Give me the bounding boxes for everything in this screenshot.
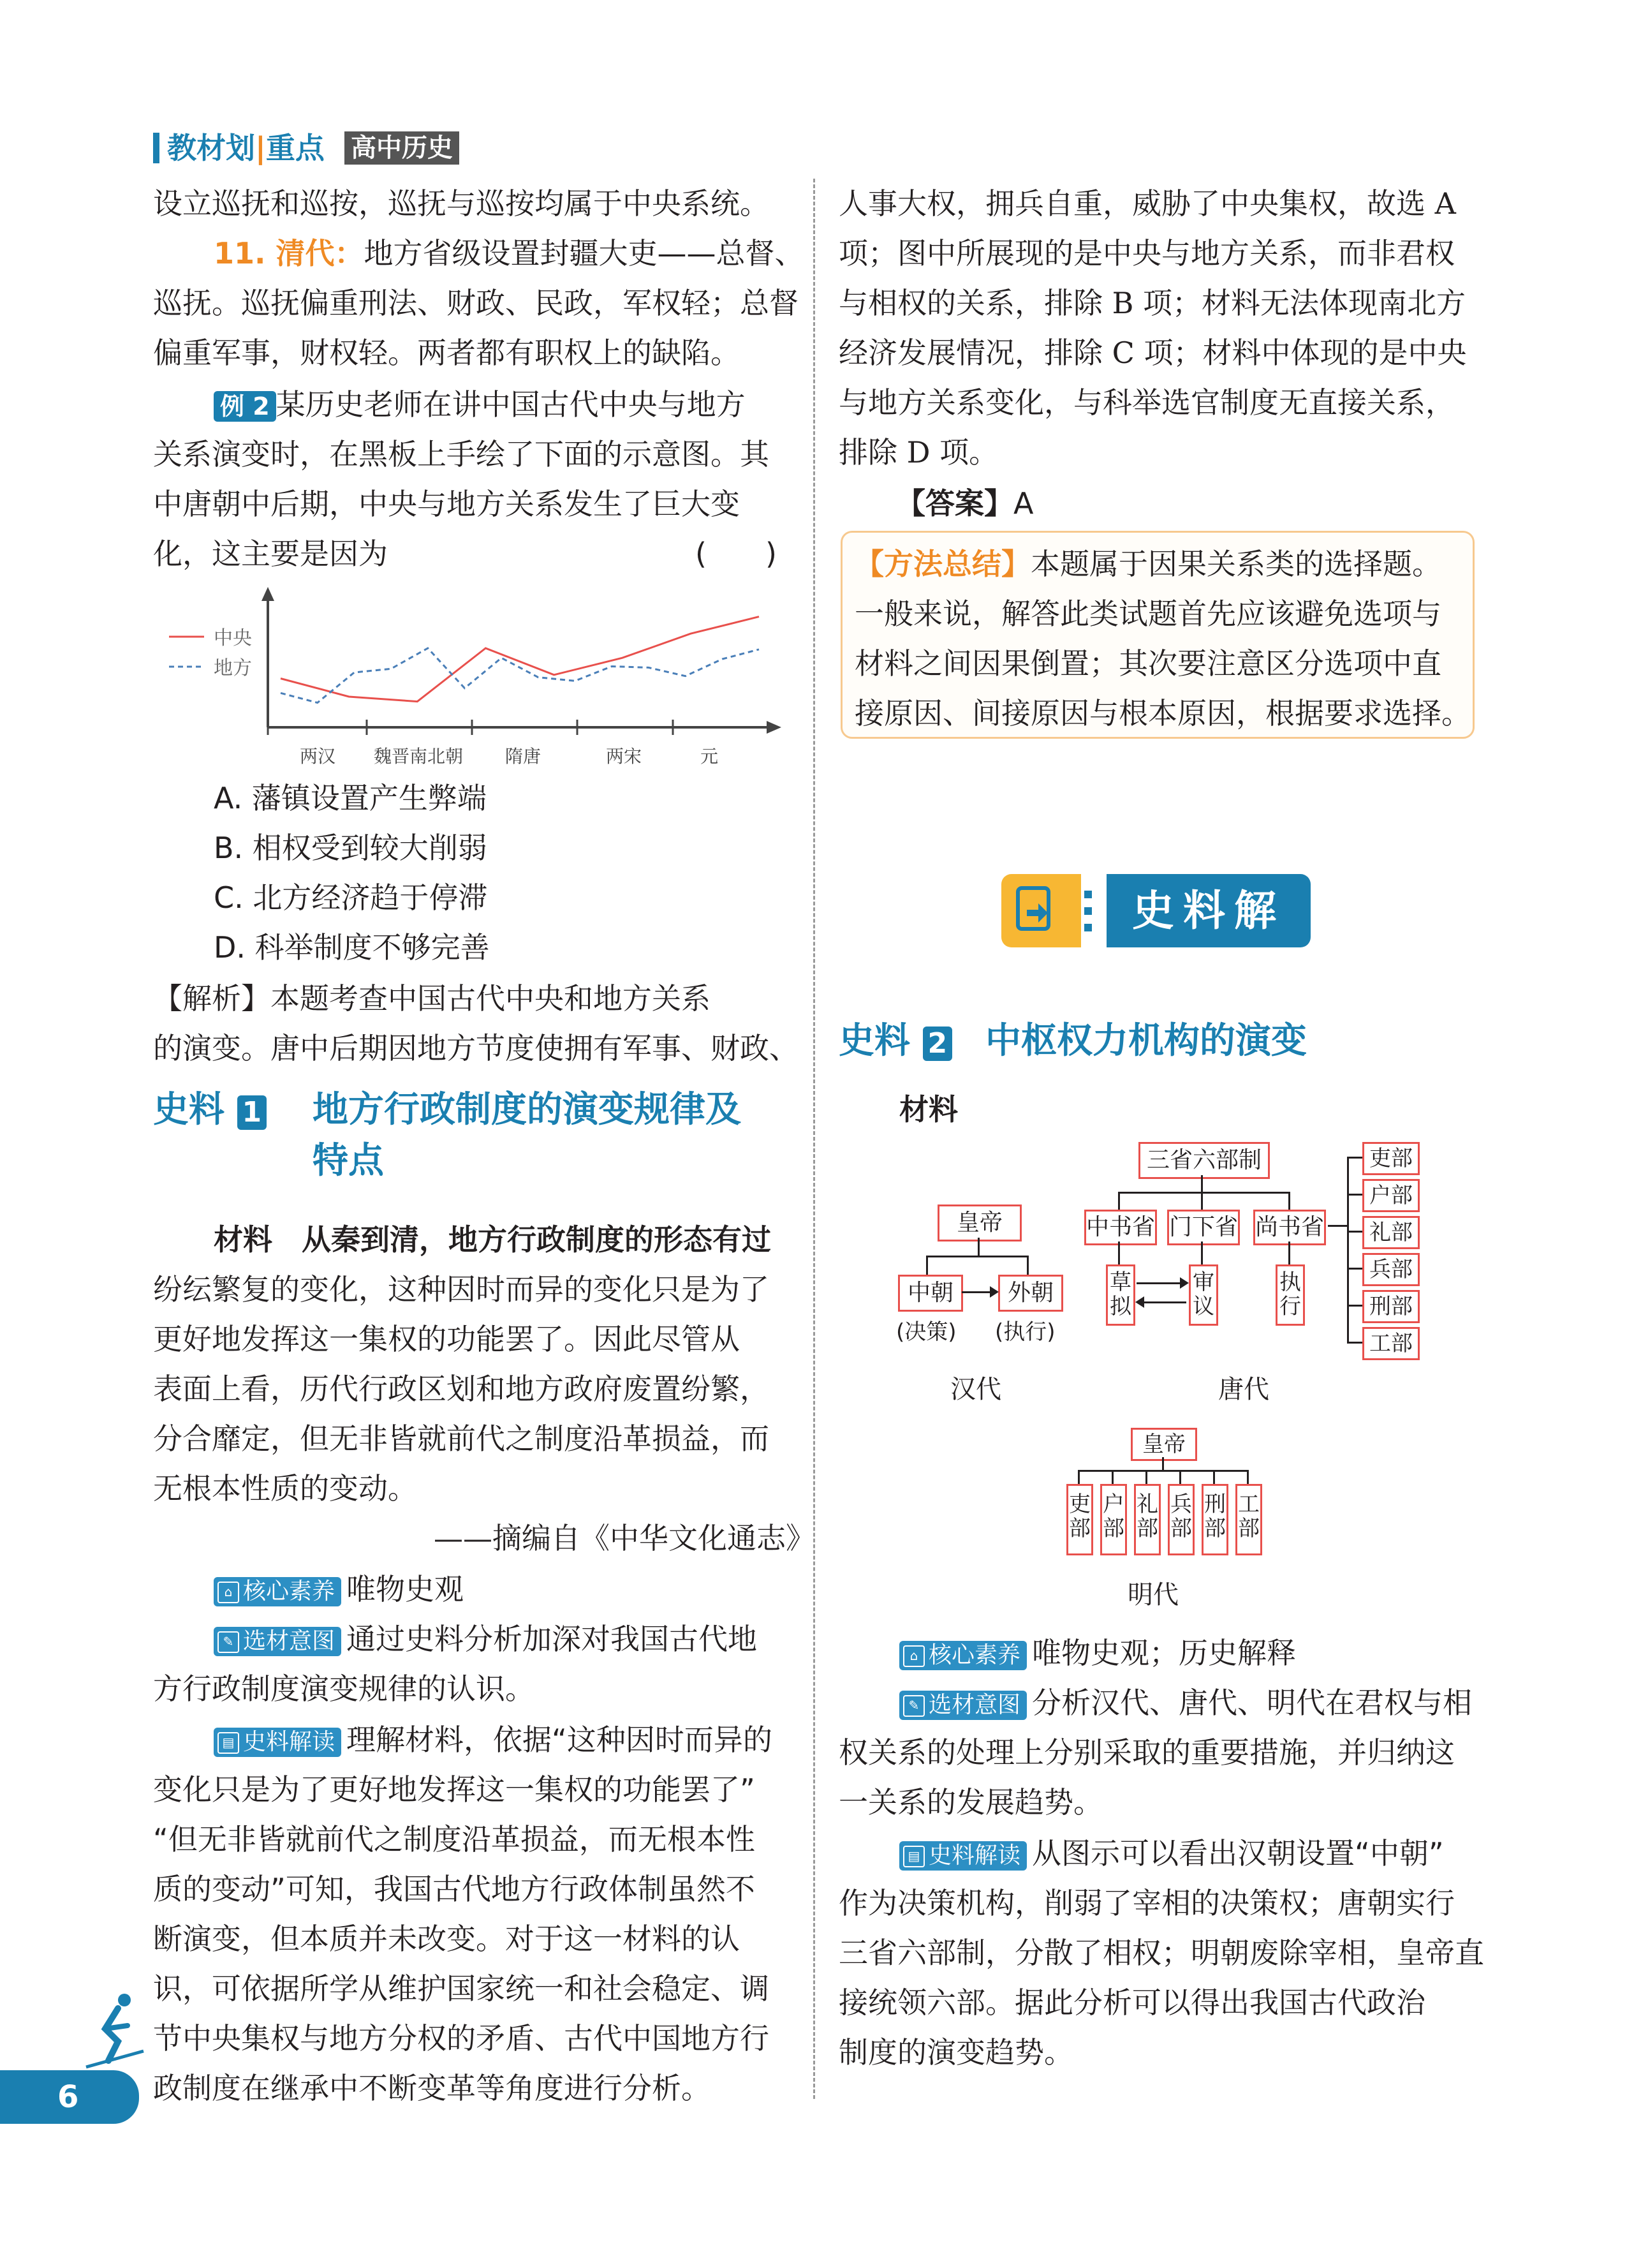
execute-box: 执行 [1276, 1264, 1305, 1326]
ming-ministry-connector [1078, 1470, 1080, 1484]
draft-box: 草拟 [1106, 1264, 1135, 1326]
section-banner [1001, 874, 1311, 947]
intent-icon-2: ✎ [903, 1695, 925, 1717]
tang-ministry-connector [1347, 1157, 1362, 1159]
tang-ministry-box: 户部 [1362, 1179, 1420, 1212]
skier-icon [80, 1990, 150, 2073]
tang-drop-1 [1118, 1192, 1120, 1210]
ming-ministry-connector [1112, 1470, 1114, 1484]
ming-ministry-connector [1213, 1470, 1215, 1484]
ming-ministry-connector [1179, 1470, 1181, 1484]
reading-2-line-2: 作为决策机构，削弱了宰相的决策权；唐朝实行 [839, 1886, 1455, 1920]
tang-ministry-box: 兵部 [1362, 1253, 1420, 1286]
x-category-label: 元 [700, 746, 719, 767]
menxia-down [1201, 1241, 1203, 1264]
tang-hbar [1118, 1192, 1290, 1194]
banner-dots [1084, 887, 1103, 938]
han-arrow-head [990, 1286, 999, 1298]
ming-ministry-box: 兵部 [1168, 1484, 1195, 1555]
method-line-3: 材料之间因果倒置；其次要注意区分选项中直 [855, 646, 1441, 681]
reading-icon-2: ▤ [903, 1846, 925, 1867]
draft-review-arrow-top [1137, 1282, 1184, 1284]
reading-1-line-1: ▤ 史料解读 理解材料，依据“这种因时而异的 [214, 1715, 772, 1765]
core-literacy-2: ⌂ 核心素养 唯物史观；历史解释 [899, 1628, 1296, 1678]
series-local-line [281, 648, 759, 703]
document-icon [1013, 884, 1064, 935]
ming-ministry-box: 刑部 [1202, 1484, 1228, 1555]
reading-tag-2: ▤ 史料解读 [899, 1841, 1027, 1871]
tang-stem [1201, 1175, 1203, 1193]
tang-ministry-box: 工部 [1362, 1327, 1420, 1360]
answer-paren: ( ) [695, 537, 777, 571]
intent-2-line-2: 权关系的处理上分别采取的重要措施，并归纳这 [839, 1735, 1455, 1770]
intent-2-line-3: 一关系的发展趋势。 [839, 1785, 1103, 1820]
ming-emperor-box: 皇帝 [1131, 1428, 1197, 1461]
ming-ministry-connector [1145, 1470, 1147, 1484]
example-line-2: 关系演变时，在黑板上手绘了下面的示意图。其 [153, 437, 769, 471]
han-inner-court-box: 中朝 [898, 1275, 963, 1312]
tang-ministry-connector [1347, 1231, 1362, 1233]
section-2-heading: 史料 2 [839, 1016, 952, 1067]
reading-icon: ▤ [217, 1732, 239, 1754]
right-line-6: 排除 D 项。 [839, 435, 999, 470]
shangshu-box: 尚书省 [1253, 1210, 1326, 1245]
banner-label-box [1107, 874, 1311, 947]
material-1-line-6: 无根本性质的变动。 [153, 1471, 417, 1506]
core-literacy-tag-2: ⌂ 核心素养 [899, 1641, 1027, 1670]
ministries-bracket [1347, 1157, 1349, 1342]
tang-drop-3 [1288, 1192, 1290, 1210]
reading-1-line-3: “但无非皆就前代之制度沿革损益，而无根本性 [153, 1822, 755, 1857]
option-c: C. 北方经济趋于停滞 [214, 880, 488, 915]
answer: 【答案】A [896, 486, 1034, 521]
core-icon-2: ⌂ [903, 1645, 925, 1667]
reading-2-line-4: 接统领六部。据此分析可以得出我国古代政治 [839, 1985, 1425, 2020]
reading-2-line-5: 制度的演变趋势。 [839, 2035, 1073, 2070]
section-1-title: 地方行政制度的演变规律及 特点 [313, 1089, 741, 1182]
core-literacy-tag: ⌂ 核心素养 [214, 1577, 341, 1606]
option-d: D. 科举制度不够完善 [214, 930, 490, 965]
right-line-3: 与相权的关系，排除 B 项；材料无法体现南北方 [839, 286, 1466, 320]
example-badge: 例 2 [214, 391, 276, 422]
left-line-4: 偏重军事，财权轻。两者都有职权上的缺陷。 [153, 336, 740, 370]
han-connector-h [926, 1256, 1028, 1257]
menxia-box: 门下省 [1167, 1210, 1240, 1245]
ming-ministry-connector [1247, 1470, 1249, 1484]
left-line-3: 巡抚。巡抚偏重刑法、财政、民政，军权轻；总督 [153, 286, 799, 320]
reading-1-line-6: 识，可依据所学从维护国家统一和社会稳定、调 [153, 1971, 769, 2006]
han-inner-note: (决策) [896, 1319, 957, 1345]
example-line-3: 中唐朝中后期，中央与地方关系发生了巨大变 [153, 487, 740, 521]
reading-1-line-2: 变化只是为了更好地发挥这一集权的功能罢了” [153, 1772, 755, 1807]
x-axis-arrow [767, 721, 781, 734]
line-chart [153, 587, 791, 778]
draft-review-arrowhead [1180, 1277, 1189, 1289]
review-draft-arrowhead [1135, 1296, 1144, 1308]
option-b: B. 相权受到较大削弱 [214, 831, 487, 865]
series-central-line [281, 617, 759, 702]
intent-tag: ✎ 选材意图 [214, 1627, 341, 1656]
analysis-line-1: 【解析】本题考查中国古代中央和地方关系 [153, 981, 710, 1016]
han-connector-l [926, 1256, 928, 1275]
reading-1-line-8: 政制度在继承中不断变革等角度进行分析。 [153, 2071, 710, 2105]
tang-caption: 唐代 [1218, 1375, 1269, 1404]
tang-system-box: 三省六部制 [1138, 1142, 1270, 1179]
tang-drop-2 [1201, 1192, 1203, 1210]
method-line-1: 【方法总结】本题属于因果关系类的选择题。 [855, 547, 1441, 581]
method-line-2: 一般来说，解答此类试题首先应该避免选项与 [855, 597, 1441, 631]
intent-icon: ✎ [217, 1631, 239, 1653]
section-2-title: 中枢权力机构的演变 [985, 1020, 1307, 1062]
left-line-1: 设立巡抚和巡按，巡抚与巡按均属于中央系统。 [153, 186, 769, 221]
tang-ministry-connector [1347, 1342, 1362, 1344]
han-arrow-line [962, 1291, 994, 1293]
method-line-4: 接原因、间接原因与根本原因，根据要求选择。 [855, 696, 1471, 730]
review-box: 审议 [1189, 1264, 1218, 1326]
execute-to-ministries [1328, 1225, 1348, 1227]
y-axis-arrow [261, 587, 274, 601]
intent-tag-2: ✎ 选材意图 [899, 1691, 1027, 1720]
review-draft-arrow-bottom [1142, 1301, 1186, 1303]
tang-ministry-box: 刑部 [1362, 1290, 1420, 1323]
example-line-4: 化，这主要是因为 [153, 537, 388, 571]
material-1-line-5: 分合靡定，但无非皆就前代之制度沿革损益，而 [153, 1421, 769, 1456]
material-1-line-1: 材料 从秦到清，地方行政制度的形态有过 [214, 1222, 771, 1257]
intent-2-line-1: ✎ 选材意图 分析汉代、唐代、明代在君权与相 [899, 1678, 1472, 1728]
reading-1-line-4: 质的变动”可知，我国古代地方行政体制虽然不 [153, 1872, 755, 1906]
reading-tag: ▤ 史料解读 [214, 1728, 341, 1757]
option-a: A. 藩镇设置产生弊端 [214, 781, 487, 815]
x-category-label: 两宋 [605, 746, 642, 767]
material-1-line-4: 表面上看，历代行政区划和地方政府废置纷繁， [153, 1372, 769, 1406]
han-outer-court-box: 外朝 [998, 1275, 1063, 1312]
material-1-source: ——摘编自《中华文化通志》 [434, 1521, 815, 1555]
legend-central-label: 中央 [214, 627, 252, 649]
tang-ministry-connector [1347, 1268, 1362, 1270]
reading-2-line-3: 三省六部制，分散了相权；明朝废除宰相，皇帝直 [839, 1936, 1484, 1970]
right-line-5: 与地方关系变化，与科举选官制度无直接关系， [839, 385, 1455, 420]
core-icon: ⌂ [217, 1582, 239, 1603]
han-caption: 汉代 [950, 1375, 1001, 1404]
qing-item: 11. 清代：地方省级设置封疆大吏——总督、 [214, 236, 804, 271]
ming-ministry-box: 礼部 [1134, 1484, 1161, 1555]
analysis-line-2: 的演变。唐中后期因地方节度使拥有军事、财政、 [153, 1031, 799, 1065]
ming-ministry-box: 吏部 [1066, 1484, 1093, 1555]
right-line-1: 人事大权，拥兵自重，威胁了中央集权，故选 A [839, 186, 1456, 221]
ming-stem [1162, 1457, 1164, 1471]
example-2: 例 2 某历史老师在讲中国古代中央与地方 [214, 380, 746, 429]
banner-label: 史料解 [1132, 886, 1285, 935]
page-number-tab [0, 2070, 139, 2124]
reading-2-line-1: ▤ 史料解读 从图示可以看出汉朝设置“中朝” [899, 1828, 1444, 1878]
reading-1-line-5: 断演变，但本质并未改变。对于这一材料的认 [153, 1922, 740, 1956]
right-line-2: 项；图中所展现的是中央与地方关系，而非君权 [839, 236, 1455, 271]
page-number: 6 [57, 2079, 79, 2115]
tang-ministry-box: 礼部 [1362, 1216, 1420, 1249]
material-2-label: 材料 [899, 1092, 958, 1127]
zhongshu-box: 中书省 [1084, 1210, 1157, 1245]
han-connector-r [1027, 1256, 1029, 1275]
han-outer-note: (执行) [995, 1319, 1056, 1345]
banner-icon-box [1001, 874, 1081, 947]
header-brand: 教材划|重点 [167, 131, 325, 165]
header-subject: 高中历史 [344, 131, 459, 165]
x-category-label: 两汉 [299, 746, 336, 767]
column-divider [813, 179, 815, 2099]
material-1-line-2: 纷纭繁复的变化，这种因时而异的变化只是为了 [153, 1272, 769, 1307]
right-line-4: 经济发展情况，排除 C 项；材料中体现的是中央 [839, 336, 1467, 370]
header-bar-icon [153, 133, 159, 163]
x-category-label: 魏晋南北朝 [373, 746, 464, 767]
shangshu-down [1288, 1241, 1290, 1264]
section-1-heading: 史料 1 [153, 1085, 791, 1136]
ming-hbar [1078, 1470, 1247, 1472]
han-connector [978, 1238, 980, 1257]
intent-1-line-1: ✎ 选材意图 通过史料分析加深对我国古代地 [214, 1614, 757, 1664]
zhongshu-down [1118, 1241, 1120, 1264]
tang-ministry-connector [1347, 1194, 1362, 1196]
ming-ministry-box: 工部 [1235, 1484, 1262, 1555]
legend-local-label: 地方 [214, 657, 252, 679]
ming-ministry-box: 户部 [1100, 1484, 1127, 1555]
han-emperor-box: 皇帝 [938, 1204, 1022, 1241]
material-1-line-3: 更好地发挥这一集权的功能罢了。因此尽管从 [153, 1322, 740, 1356]
tang-ministry-box: 吏部 [1362, 1142, 1420, 1175]
core-literacy-1: ⌂ 核心素养 唯物史观 [214, 1564, 464, 1614]
tang-ministry-connector [1347, 1305, 1362, 1307]
x-category-label: 隋唐 [504, 746, 541, 767]
intent-1-line-2: 方行政制度演变规律的认识。 [153, 1671, 534, 1706]
ming-caption: 明代 [1128, 1580, 1179, 1610]
reading-1-line-7: 节中央集权与地方分权的矛盾、古代中国地方行 [153, 2021, 769, 2056]
